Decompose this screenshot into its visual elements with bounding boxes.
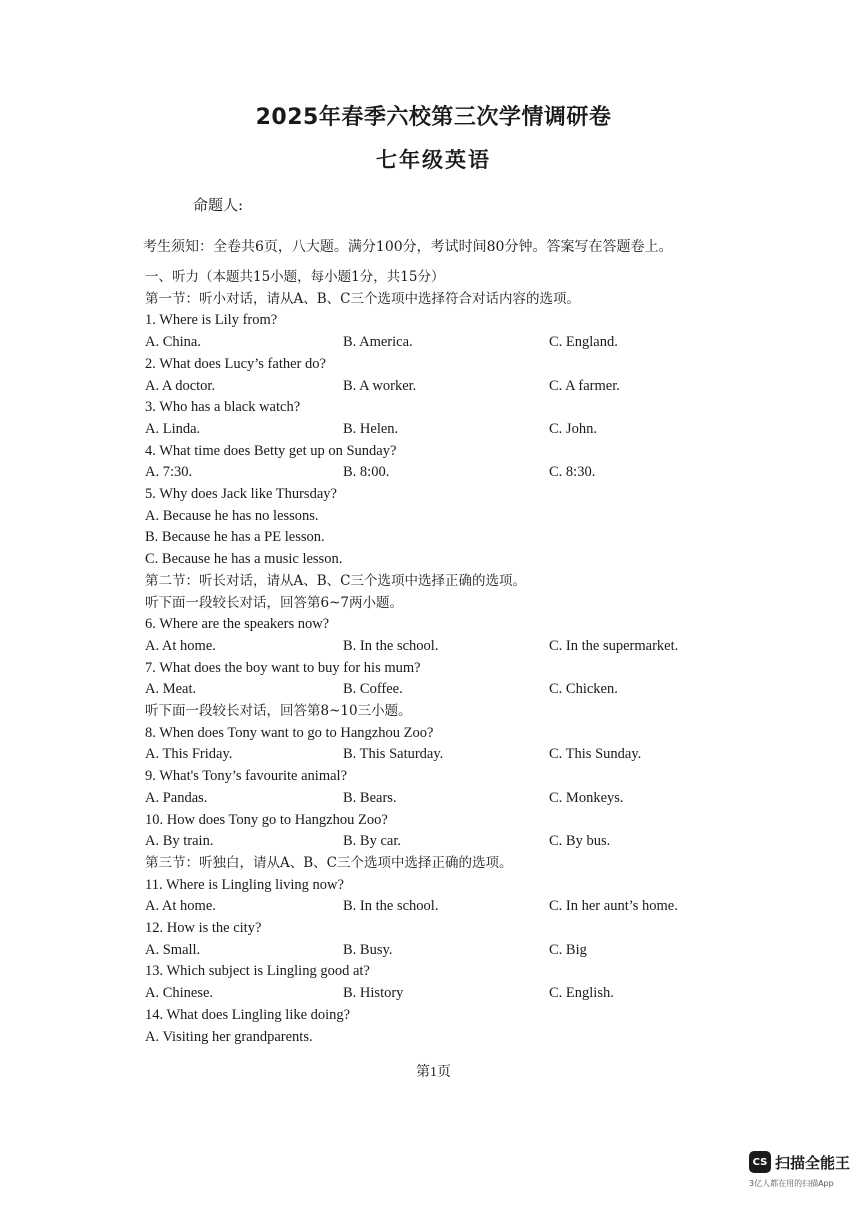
section-instruction: 第三节：听独白，请从A、B、C三个选项中选择正确的选项。 <box>145 854 513 871</box>
question-line: 1. Where is Lily from? <box>145 312 278 329</box>
option-c: C. By bus. <box>549 833 611 850</box>
question-line: A. Visiting her grandparents. <box>145 1028 313 1045</box>
option-c: C. John. <box>549 420 597 437</box>
option-a: A. A doctor. <box>145 377 216 394</box>
option-b: B. History <box>343 985 404 1002</box>
option-b: B. Coffee. <box>343 681 403 698</box>
question-line: 3. Who has a black watch? <box>145 399 301 416</box>
exam-title: 2025年春季六校第三次学情调研卷 <box>255 105 612 130</box>
question-line: 8. When does Tony want to go to Hangzhou Zoo? <box>145 724 434 741</box>
option-a: A. China. <box>145 334 201 351</box>
option-a: A. At home. <box>145 898 216 915</box>
option-b: B. Bears. <box>343 789 397 806</box>
camscanner-watermark <box>749 1151 861 1191</box>
option-b: B. By car. <box>343 833 401 850</box>
option-c: C. This Sunday. <box>549 746 642 763</box>
option-a: A. Linda. <box>145 420 201 437</box>
option-a: A. Small. <box>145 941 201 958</box>
question-line: 13. Which subject is Lingling good at? <box>145 963 370 980</box>
question-line: B. Because he has a PE lesson. <box>145 529 325 546</box>
camscanner-logo-icon: CS <box>749 1151 771 1173</box>
option-a: A. 7:30. <box>145 464 193 481</box>
option-b: B. Busy. <box>343 941 393 958</box>
watermark-slogan: 3亿人都在用的扫描App <box>749 1179 834 1188</box>
question-line: 12. How is the city? <box>145 920 262 936</box>
question-setter-label: 命题人: <box>193 196 244 214</box>
page-number: 第1页 <box>416 1065 451 1080</box>
exam-subtitle: 七年级英语 <box>376 148 491 172</box>
option-b: B. Helen. <box>343 420 399 437</box>
question-line: 4. What time does Betty get up on Sunday? <box>145 442 397 459</box>
question-line: 5. Why does Jack like Thursday? <box>145 486 337 502</box>
option-a: A. By train. <box>145 833 214 850</box>
section-instruction: 第一节：听小对话，请从A、B、C三个选项中选择符合对话内容的选项。 <box>145 290 580 307</box>
question-line: 2. What does Lucy’s father do? <box>145 355 326 372</box>
section-instruction: 听下面一段较长对话，回答第6~7两小题。 <box>145 594 403 611</box>
option-a: A. This Friday. <box>145 746 233 763</box>
option-b: B. A worker. <box>343 377 417 394</box>
option-a: A. At home. <box>145 637 216 654</box>
option-b: B. America. <box>343 334 413 351</box>
exam-notice: 考生须知：全卷共6页，八大题。满分100分，考试时间80分钟。答案写在答题卷上。 <box>143 239 673 255</box>
option-b: B. In the school. <box>343 898 439 915</box>
option-c: C. English. <box>549 985 614 1002</box>
option-c: C. A farmer. <box>549 377 620 394</box>
question-line: 7. What does the boy want to buy for his mum? <box>145 659 421 676</box>
section-instruction: 听下面一段较长对话，回答第8~10三小题。 <box>145 703 412 719</box>
option-c: C. Big <box>549 941 587 958</box>
question-line: 14. What does Lingling like doing? <box>145 1006 351 1023</box>
question-line: 6. Where are the speakers now? <box>145 616 330 633</box>
question-line: C. Because he has a music lesson. <box>145 551 343 568</box>
option-a: A. Chinese. <box>145 985 214 1002</box>
option-c: C. In the supermarket. <box>549 637 679 654</box>
watermark-name: 扫描全能王 <box>775 1154 851 1172</box>
question-line: A. Because he has no lessons. <box>145 507 319 524</box>
section-instruction: 第二节：听长对话，请从A、B、C三个选项中选择正确的选项。 <box>145 572 526 589</box>
option-b: B. This Saturday. <box>343 746 444 763</box>
option-c: C. In her aunt’s home. <box>549 898 678 915</box>
section-instruction: 一、听力（本题共15小题，每小题1分，共15分） <box>145 269 445 285</box>
option-c: C. England. <box>549 334 618 351</box>
option-c: C. 8:30. <box>549 464 596 481</box>
option-b: B. In the school. <box>343 637 439 654</box>
option-c: C. Monkeys. <box>549 789 624 806</box>
question-line: 9. What's Tony’s favourite animal? <box>145 768 348 785</box>
question-line: 10. How does Tony go to Hangzhou Zoo? <box>145 811 388 828</box>
option-a: A. Meat. <box>145 681 197 698</box>
option-a: A. Pandas. <box>145 789 208 806</box>
option-b: B. 8:00. <box>343 464 390 481</box>
question-line: 11. Where is Lingling living now? <box>145 876 344 893</box>
option-c: C. Chicken. <box>549 681 618 698</box>
